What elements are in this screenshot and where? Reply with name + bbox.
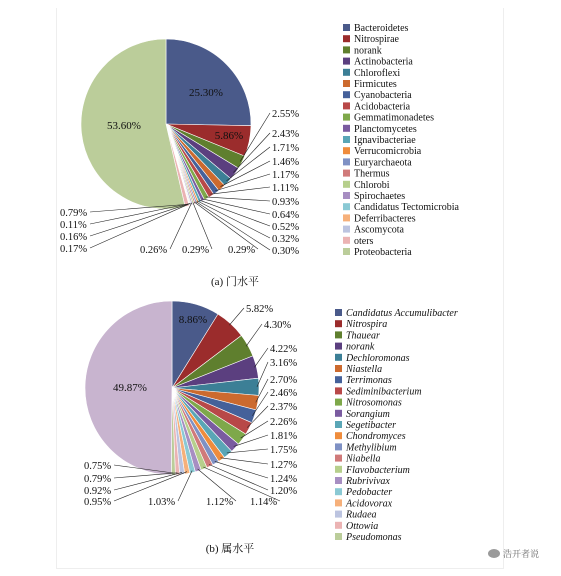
slice-label: 1.75% (270, 445, 298, 456)
legend-swatch (335, 410, 342, 417)
slice-label: 0.29% (182, 245, 210, 256)
legend-item-acidovorax: Acidovorax (346, 498, 393, 510)
leader-line (114, 473, 177, 478)
legend-swatch (343, 170, 350, 177)
leader-line (206, 197, 270, 201)
legend-swatch (335, 387, 342, 394)
legend-swatch (343, 114, 350, 121)
legend-swatch (335, 320, 342, 327)
slice-label: 8.86% (178, 314, 208, 326)
leader-line (203, 467, 280, 501)
legend-item-nitrospira: Nitrospira (346, 319, 388, 331)
slice-label: 3.16% (270, 358, 298, 369)
leader-line (220, 458, 268, 464)
legend-item-niabella: Niabella (346, 453, 381, 465)
legend-item-pedobacter: Pedobacter (346, 487, 393, 499)
legend-swatch (335, 511, 342, 518)
slice-label: 0.32% (272, 234, 300, 245)
legend-item-sediminibacterium: Sediminibacterium (346, 386, 422, 398)
legend-swatch (335, 477, 342, 484)
slice-label: 1.27% (270, 460, 298, 471)
slice-label: 0.95% (84, 497, 112, 508)
leader-line (229, 308, 244, 325)
slice-label: 1.46% (272, 157, 300, 168)
slice-label: 1.14% (250, 497, 278, 508)
slice-label: 1.03% (148, 497, 176, 508)
wechat-icon (488, 549, 500, 558)
legend-swatch (343, 214, 350, 221)
legend-swatch (343, 226, 350, 233)
slice-label: 0.30% (272, 246, 300, 257)
slice-label: 0.92% (84, 486, 112, 497)
pie-slice-bacteroidetes (166, 39, 251, 126)
legend-item-chlorobi: Chlorobi (354, 179, 390, 191)
legend-item-terrimonas: Terrimonas (346, 375, 392, 387)
legend-item-methylibium: Methylibium (346, 442, 397, 454)
legend-item-nitrosomonas: Nitrosomonas (346, 397, 402, 409)
leader-line (246, 324, 262, 346)
leader-line (193, 203, 212, 249)
slice-label: 49.87% (113, 382, 147, 394)
legend-item-gemmatimonadetes: Gemmatimonadetes (354, 112, 434, 124)
legend-item-chloroflexi: Chloroflexi (354, 67, 401, 79)
slice-label: 0.93% (272, 197, 300, 208)
legend-item-candidatus-tectomicrobia: Candidatus Tectomicrobia (354, 202, 459, 214)
legend-item-firmicutes: Firmicutes (354, 79, 397, 90)
slice-label: 53.60% (107, 120, 141, 132)
legend-item-euryarchaeota: Euryarchaeota (354, 157, 412, 169)
legend-item-pseudomonas: Pseudomonas (346, 532, 402, 543)
legend-swatch (343, 69, 350, 76)
legend-swatch (335, 331, 342, 338)
legend-item-acidobacteria: Acidobacteria (354, 101, 411, 113)
leader-line (257, 362, 268, 387)
legend-item-candidatus-accumulibacter: Candidatus Accumulibacter (346, 308, 458, 319)
chart-b-genus (84, 301, 458, 543)
legend-item-ottowia: Ottowia (346, 520, 379, 532)
leader-line (90, 204, 189, 224)
leader-line (90, 203, 190, 248)
legend-item-rubrivivax: Rubrivivax (346, 476, 390, 487)
legend-item-ignavibacteriae: Ignavibacteriae (354, 135, 416, 146)
slice-label: 2.46% (270, 388, 298, 399)
slice-label: 4.22% (270, 344, 298, 355)
legend-item-chondromyces: Chondromyces (346, 431, 406, 443)
legend-swatch (335, 488, 342, 495)
legend-item-norank: norank (354, 45, 382, 57)
slice-label: 1.17% (272, 170, 300, 181)
legend-swatch (343, 158, 350, 165)
legend-swatch (335, 443, 342, 450)
legend-swatch (343, 58, 350, 65)
legend-swatch (343, 80, 350, 87)
slice-label: 2.43% (272, 129, 300, 140)
legend-swatch (335, 432, 342, 439)
slice-label: 0.16% (60, 232, 88, 243)
legend-item-actinobacteria: Actinobacteria (354, 56, 413, 68)
legend-item-planctomycetes: Planctomycetes (354, 123, 417, 135)
slice-label: 4.30% (264, 320, 292, 331)
legend-swatch (343, 248, 350, 255)
leader-line (170, 203, 192, 249)
slice-label: 1.20% (270, 486, 298, 497)
slice-label: 25.30% (189, 87, 223, 99)
leader-line (90, 204, 190, 236)
legend-item-oters: oters (354, 235, 374, 247)
legend-swatch (335, 354, 342, 361)
legend-swatch (335, 522, 342, 529)
legend-swatch (335, 343, 342, 350)
legend-item-flavobacterium: Flavobacterium (346, 464, 410, 476)
slice-label: 2.55% (272, 109, 300, 120)
legend-item-proteobacteria: Proteobacteria (354, 247, 412, 258)
legend-swatch (335, 455, 342, 462)
legend-item-sorangium: Sorangium (346, 408, 390, 420)
legend-swatch (343, 24, 350, 31)
slice-label: 0.75% (84, 461, 112, 472)
slice-label: 2.26% (270, 417, 298, 428)
legend-item-spirochaetes: Spirochaetes (354, 191, 406, 202)
slice-label: 2.37% (270, 402, 298, 413)
slice-label: 1.11% (272, 183, 299, 194)
legend-item-deferribacteres: Deferribacteres (354, 213, 416, 225)
slice-label: 0.29% (228, 245, 256, 256)
legend-swatch (335, 421, 342, 428)
legend-item-dechloromonas: Dechloromonas (346, 352, 410, 364)
slice-label: 5.86% (214, 130, 244, 142)
leader-line (196, 201, 270, 250)
legend-item-thauear: Thauear (346, 330, 380, 342)
legend-swatch (343, 46, 350, 53)
legend-item-rudaea: Rudaea (346, 509, 377, 521)
chart-a-phylum (60, 23, 459, 258)
legend-item-nitrospirae: Nitrospirae (354, 34, 399, 46)
legend-swatch (335, 376, 342, 383)
legend-item-niastella: Niastella (346, 364, 383, 375)
watermark-text: 浩开者说 (503, 550, 540, 560)
slice-label: 2.70% (270, 375, 298, 386)
legend-swatch (335, 365, 342, 372)
legend-item-verrucomicrobia: Verrucomicrobia (354, 146, 422, 158)
chart-b-title: (b) 属水平 (205, 543, 255, 555)
slice-label: 5.82% (246, 304, 274, 315)
slice-label: 0.79% (84, 474, 112, 485)
leader-line (254, 348, 268, 367)
legend-swatch (335, 399, 342, 406)
legend-swatch (335, 533, 342, 540)
legend-item-cyanobacteria: Cyanobacteria (354, 90, 412, 102)
legend-swatch (343, 147, 350, 154)
legend-swatch (343, 237, 350, 244)
legend-swatch (335, 309, 342, 316)
legend-swatch (343, 125, 350, 132)
legend-item-segetibacter: Segetibacter (346, 420, 396, 431)
legend-swatch (343, 91, 350, 98)
legend-swatch (343, 35, 350, 42)
slice-label: 0.26% (140, 245, 168, 256)
legend-item-thermus: Thermus (354, 168, 390, 180)
legend-swatch (343, 102, 350, 109)
legend-swatch (343, 181, 350, 188)
legend-swatch (335, 499, 342, 506)
slice-label: 0.52% (272, 222, 300, 233)
slice-label: 1.71% (272, 143, 300, 154)
leader-line (199, 200, 270, 226)
legend-swatch (335, 466, 342, 473)
legend-item-bacteroidetes: Bacteroidetes (354, 23, 409, 34)
watermark (488, 547, 539, 560)
legend-swatch (343, 192, 350, 199)
slice-label: 0.17% (60, 244, 88, 255)
slice-label: 1.24% (270, 474, 298, 485)
legend-item-ascomycota: Ascomycota (354, 224, 404, 236)
slice-label: 1.81% (270, 431, 298, 442)
leader-line (178, 471, 192, 501)
slice-label: 0.79% (60, 208, 88, 219)
slice-label: 0.11% (60, 220, 87, 231)
leader-line (197, 201, 270, 238)
slice-label: 1.12% (206, 497, 234, 508)
chart-a-title: (a) 门水平 (211, 276, 259, 288)
legend-item-norank: norank (346, 341, 375, 353)
legend-swatch (343, 136, 350, 143)
legend-swatch (343, 203, 350, 210)
slice-label: 0.64% (272, 210, 300, 221)
leader-line (202, 199, 270, 214)
